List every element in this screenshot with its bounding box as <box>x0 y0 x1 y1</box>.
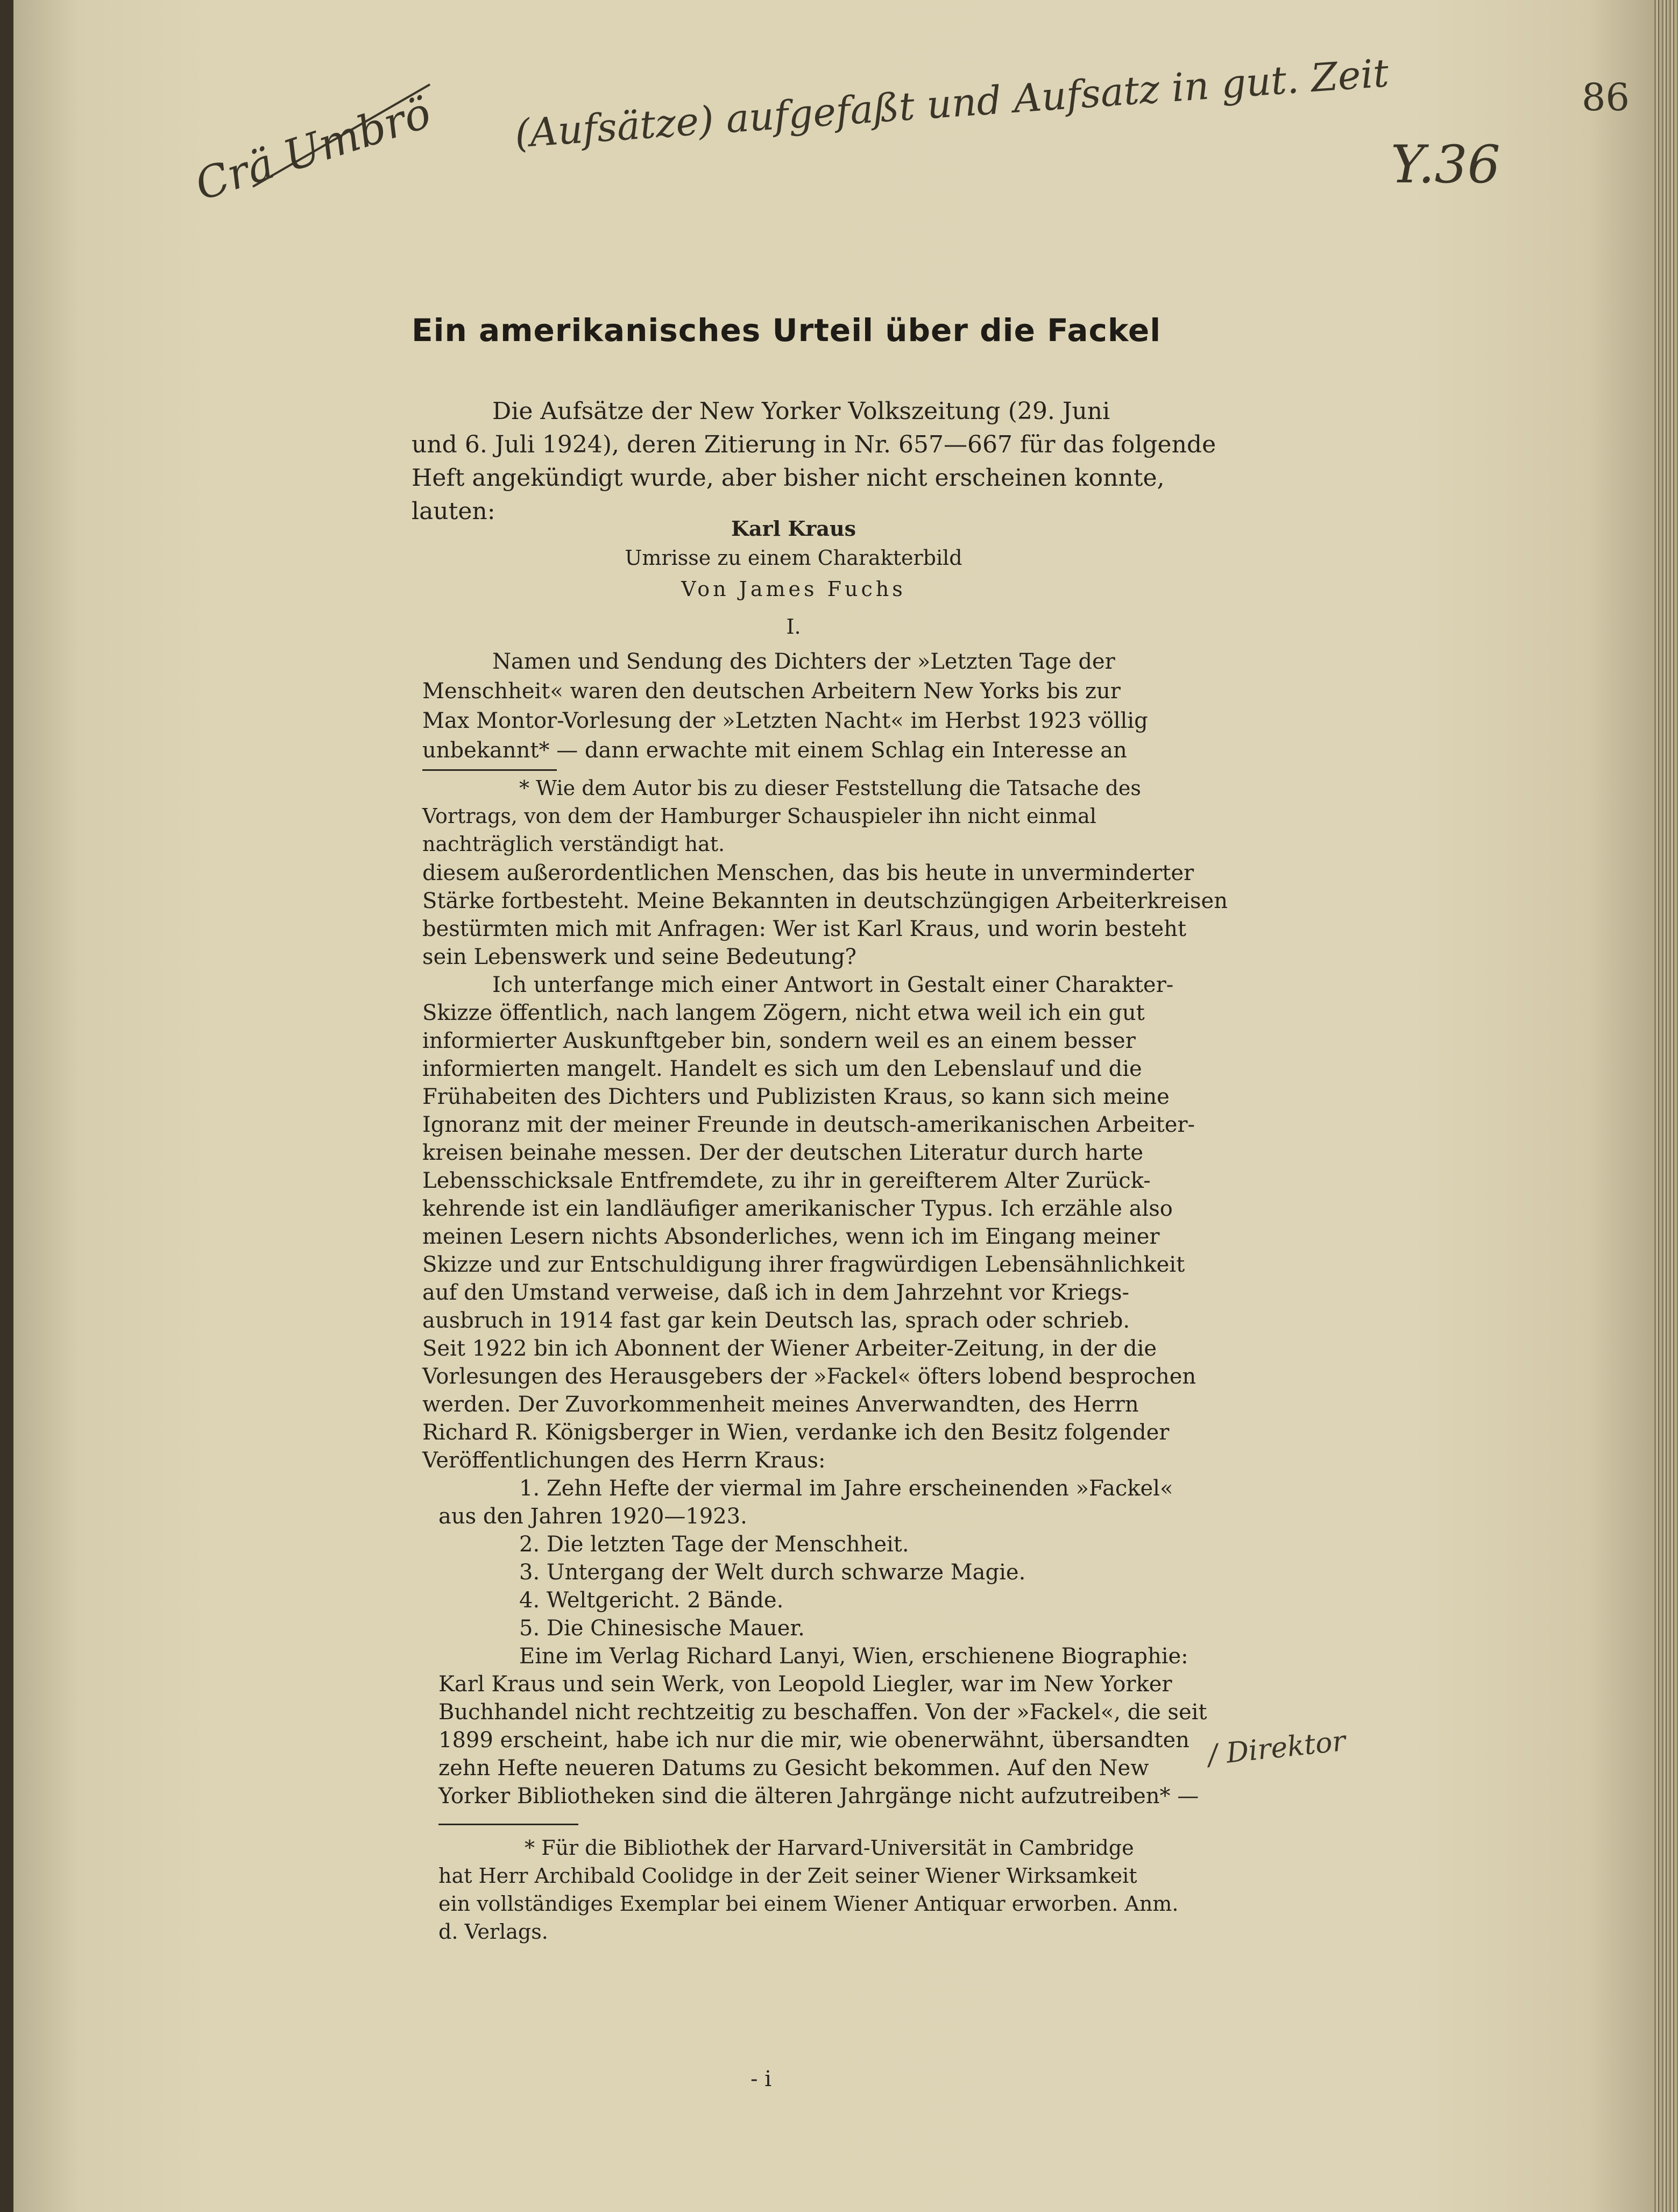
intro-line: Heft angekündigt wurde, aber bisher nicht erscheinen konnte, <box>412 464 1165 492</box>
footnote-line: d. Verlags. <box>438 1920 548 1944</box>
footnote-line: ein vollständiges Exemplar bei einem Wiener Antiquar erworben. Anm. <box>438 1892 1179 1916</box>
footnote-line: * Für die Bibliothek der Harvard-Universität in Cambridge <box>525 1836 1134 1860</box>
footnote-line: nachträglich verständigt hat. <box>422 832 725 856</box>
paragraph-line: zehn Hefte neueren Datums zu Gesicht bekommen. Auf den New <box>438 1756 1149 1781</box>
paragraph-line: Namen und Sendung des Dichters der »Letzten Tage der <box>492 649 1115 674</box>
paragraph-line: Max Montor-Vorlesung der »Letzten Nacht« im Herbst 1923 völlig <box>422 708 1148 733</box>
paragraph-line: bestürmten mich mit Anfragen: Wer ist Karl Kraus, und worin besteht <box>422 917 1187 941</box>
paragraph-line: Buchhandel nicht rechtzeitig zu beschaffen. Von der »Fackel«, die seit <box>438 1700 1207 1725</box>
list-item: 2. Die letzten Tage der Menschheit. <box>519 1532 909 1557</box>
paragraph-line: informierten mangelt. Handelt es sich um den Lebenslauf und die <box>422 1057 1142 1081</box>
paragraph-line: meinen Lesern nichts Absonderliches, wenn ich im Eingang meiner <box>422 1224 1160 1249</box>
article-title: Ein amerikanisches Urteil über die Fackel <box>412 312 1162 349</box>
footnote-rule <box>422 769 557 771</box>
intro-line: lauten: <box>412 498 495 525</box>
article-byline: Von James Fuchs <box>681 577 906 601</box>
paragraph-line: Eine im Verlag Richard Lanyi, Wien, erschienene Biographie: <box>519 1644 1188 1669</box>
paragraph-line: kehrende ist ein landläufiger amerikanischer Typus. Ich erzähle also <box>422 1196 1173 1221</box>
page-number: 86 <box>1582 75 1630 119</box>
paragraph-line: Ignoranz mit der meiner Freunde in deutsch-amerikanischen Arbeiter- <box>422 1112 1195 1137</box>
paragraph-line: werden. Der Zuvorkommenheit meines Anverwandten, des Herrn <box>422 1392 1139 1417</box>
paragraph-line: Menschheit« waren den deutschen Arbeitern New Yorks bis zur <box>422 679 1121 704</box>
list-item: 5. Die Chinesische Mauer. <box>519 1616 805 1641</box>
list-item: 1. Zehn Hefte der viermal im Jahre erscheinenden »Fackel« <box>519 1476 1173 1501</box>
footnote-line: * Wie dem Autor bis zu dieser Feststellung die Tatsache des <box>519 776 1141 800</box>
handwritten-mark-top-right: Y.36 <box>1391 134 1500 195</box>
paragraph-line: Seit 1922 bin ich Abonnent der Wiener Arbeiter-Zeitung, in der die <box>422 1336 1157 1361</box>
paragraph-line: kreisen beinahe messen. Der der deutschen Literatur durch harte <box>422 1140 1144 1165</box>
list-item: aus den Jahren 1920—1923. <box>438 1504 747 1529</box>
paragraph-line: Lebensschicksale Entfremdete, zu ihr in gereifterem Alter Zurück- <box>422 1168 1151 1193</box>
paragraph-line: 1899 erscheint, habe ich nur die mir, wie obenerwähnt, übersandten <box>438 1728 1190 1753</box>
section-number: I. <box>786 615 801 639</box>
paragraph-line: unbekannt* — dann erwachte mit einem Schlag ein Interesse an <box>422 738 1127 763</box>
paragraph-line: Ich unterfange mich einer Antwort in Gestalt einer Charakter- <box>492 973 1174 997</box>
paragraph-line: Veröffentlichungen des Herrn Kraus: <box>422 1448 826 1473</box>
handwritten-note-top-left: Crä Umbrö <box>189 87 437 210</box>
article-author-heading: Karl Kraus <box>731 516 856 541</box>
article-subtitle: Umrisse zu einem Charakterbild <box>625 546 962 570</box>
paragraph-line: Vorlesungen des Herausgebers der »Fackel« öfters lobend besprochen <box>422 1364 1196 1389</box>
handwritten-margin-note: / Direktor <box>1206 1725 1348 1772</box>
footnote-rule <box>438 1824 578 1825</box>
page-stack-edge <box>1654 0 1678 2212</box>
intro-line: und 6. Juli 1924), deren Zitierung in Nr. 657—667 für das folgende <box>412 431 1216 458</box>
intro-line: Die Aufsätze der New Yorker Volkszeitung (29. Juni <box>492 398 1110 425</box>
paragraph-line: auf den Umstand verweise, daß ich in dem Jahrzehnt vor Kriegs- <box>422 1280 1129 1305</box>
bottom-mark: - i <box>751 2067 772 2092</box>
footnote-line: hat Herr Archibald Coolidge in der Zeit seiner Wiener Wirksamkeit <box>438 1864 1137 1888</box>
paragraph-line: sein Lebenswerk und seine Bedeutung? <box>422 945 856 969</box>
footnote-line: Vortrags, von dem der Hamburger Schauspieler ihn nicht einmal <box>422 804 1096 828</box>
paragraph-line: diesem außerordentlichen Menschen, das bis heute in unverminderter <box>422 861 1194 885</box>
list-item: 4. Weltgericht. 2 Bände. <box>519 1588 784 1613</box>
paragraph-line: Frühabeiten des Dichters und Publizisten Kraus, so kann sich meine <box>422 1084 1170 1109</box>
handwritten-note-top: (Aufsätze) aufgefaßt und Aufsatz in gut. Zeit <box>513 50 1390 157</box>
paragraph-line: Skizze öffentlich, nach langem Zögern, nicht etwa weil ich ein gut <box>422 1001 1145 1025</box>
paragraph-line: ausbruch in 1914 fast gar kein Deutsch las, sprach oder schrieb. <box>422 1308 1130 1333</box>
document-page <box>13 0 1654 2212</box>
paragraph-line: Richard R. Königsberger in Wien, verdanke ich den Besitz folgender <box>422 1420 1170 1445</box>
paragraph-line: Stärke fortbesteht. Meine Bekannten in deutschzüngigen Arbeiterkreisen <box>422 889 1228 913</box>
paragraph-line: Yorker Bibliotheken sind die älteren Jahrgänge nicht aufzutreiben* — <box>438 1784 1199 1809</box>
paragraph-line: informierter Auskunftgeber bin, sondern weil es an einem besser <box>422 1029 1136 1053</box>
paragraph-line: Karl Kraus und sein Werk, von Leopold Liegler, war im New Yorker <box>438 1672 1172 1697</box>
list-item: 3. Untergang der Welt durch schwarze Magie. <box>519 1560 1026 1585</box>
paragraph-line: Skizze und zur Entschuldigung ihrer fragwürdigen Lebensähnlichkeit <box>422 1252 1185 1277</box>
